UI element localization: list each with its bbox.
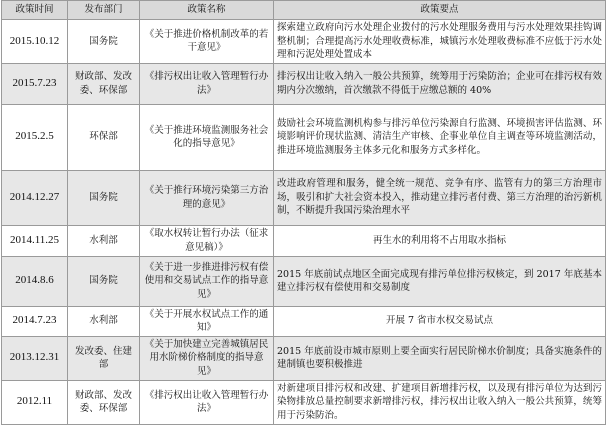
policy-name: 《关于推进环境监测服务社会化的指导意见》: [140, 104, 274, 170]
policy-table: [1, 0, 606, 425]
policy-name: 《关于加快建立完善城镇居民用水阶梯价格制度的指导意见》: [140, 336, 274, 380]
policy-date: 2014.11.25: [2, 225, 68, 256]
header-department: 发布部门: [68, 1, 140, 20]
header-policy-name: 政策名称: [140, 1, 274, 20]
policy-name: 《关于开展水权试点工作的通知》: [140, 306, 274, 336]
table-row: [2, 256, 606, 306]
policy-date: 2015.7.23: [2, 63, 68, 104]
policy-name: 《取水权转让暂行办法（征求意见稿）》: [140, 225, 274, 256]
table-row: [2, 63, 606, 104]
policy-name: 《关于推进价格机制改革的若干意见》: [140, 20, 274, 64]
header-policy-points: 政策要点: [274, 1, 606, 20]
policy-department: 国务院: [68, 20, 140, 64]
policy-department: 环保部: [68, 104, 140, 170]
table-row: [2, 306, 606, 336]
policy-points: 探索建立政府向污水处理企业拨付的污水处理服务费用与污水处理效果挂钩调整机制；合理提高污水处理收费标准，城镇污水处理收费标准不应低于污水处理和污泥处理处置成本: [274, 20, 606, 64]
policy-points: 再生水的利用将不占用取水指标: [274, 225, 606, 256]
policy-date: 2013.12.31: [2, 336, 68, 380]
policy-date: 2015.10.12: [2, 20, 68, 64]
policy-department: 水利部: [68, 306, 140, 336]
policy-points: 鼓励社会环境监测机构参与排污单位污染源自行监测、环境损害评估监测、环境影响评价现状监测、清洁生产审核、企事业单位自主调查等环境监测活动，推进环境监测服务主体多元化和服务方式多样化。: [274, 104, 606, 170]
policy-points: 2015 年底前设市城市原则上要全面实行居民阶梯水价制度；具备实施条件的建制镇也要积极推进: [274, 336, 606, 380]
table-row: [2, 380, 606, 424]
policy-name: 《排污权出让收入管理暂行办法》: [140, 380, 274, 424]
policy-points: 2015 年底前试点地区全面完成现有排污单位排污权核定，到 2017 年底基本建立排污权有偿使用和交易制度: [274, 256, 606, 306]
policy-date: 2015.2.5: [2, 104, 68, 170]
policy-department: 水利部: [68, 225, 140, 256]
policy-date: 2014.7.23: [2, 306, 68, 336]
policy-department: 财政部、发改委、环保部: [68, 63, 140, 104]
table-row: [2, 20, 606, 64]
policy-points: 改进政府管理和服务，健全统一规范、竞争有序、监管有力的第三方治理市场，吸引和扩大社会资本投入，推动建立排污者付费、第三方治理的治污新机制，不断提升我国污染治理水平: [274, 170, 606, 225]
policy-date: 2014.8.6: [2, 256, 68, 306]
table-row: [2, 225, 606, 256]
policy-date: 2012.11: [2, 380, 68, 424]
policy-department: 发改委、住建部: [68, 336, 140, 380]
policy-name: 《关于推行环境污染第三方治理的意见》: [140, 170, 274, 225]
table-row: [2, 336, 606, 380]
policy-points: 开展 7 省市水权交易试点: [274, 306, 606, 336]
table-row: [2, 104, 606, 170]
table-header-row: [2, 1, 606, 20]
policy-department: 国务院: [68, 256, 140, 306]
policy-name: 《排污权出让收入管理暂行办法》: [140, 63, 274, 104]
policy-points: 对新建项目排污权和改建、扩建项目新增排污权，以及现有排污单位为达到污染物排放总量控制要求新增排污权，排污权出让收入纳入一般公共预算，统筹用于污染防治。: [274, 380, 606, 424]
policy-department: 财政部、发改委、环保部: [68, 380, 140, 424]
header-date: 政策时间: [2, 1, 68, 20]
table-row: [2, 170, 606, 225]
policy-date: 2014.12.27: [2, 170, 68, 225]
policy-points: 排污权出让收入纳入一般公共预算，统筹用于污染防治；企业可在排污权有效期内分次缴纳，首次缴款不得低于应缴总额的 40%: [274, 63, 606, 104]
policy-department: 国务院: [68, 170, 140, 225]
policy-name: 《关于进一步推进排污权有偿使用和交易试点工作的指导意见》: [140, 256, 274, 306]
